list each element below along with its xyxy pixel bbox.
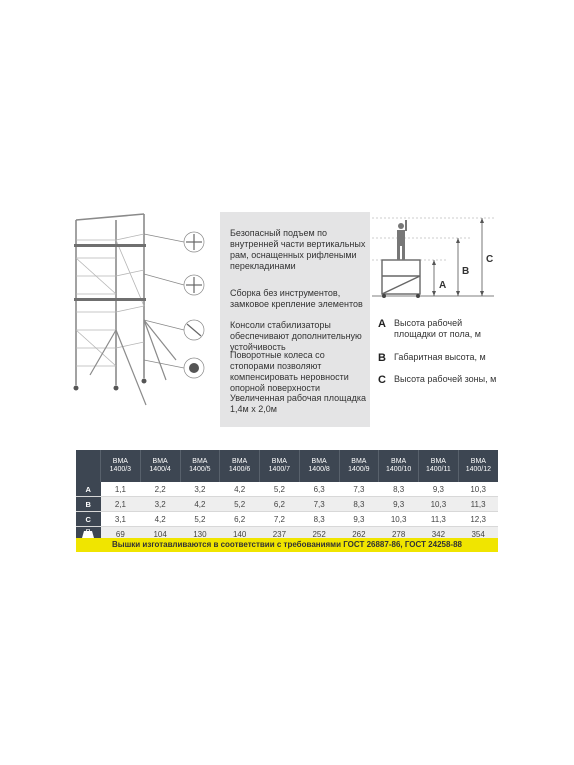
- table-body: [76, 482, 498, 542]
- model-number: 1400/4: [149, 466, 171, 473]
- table-cell: 6,3: [299, 482, 339, 497]
- model-series: BMA: [192, 458, 208, 465]
- table-cell: 4,2: [180, 497, 220, 512]
- table-cell: 10,3: [458, 482, 498, 497]
- model-number: 1400/3: [109, 466, 132, 473]
- features-panel: [220, 212, 370, 427]
- table-cell: 104: [140, 527, 180, 542]
- table-row: [76, 497, 498, 512]
- model-series: BMA: [470, 458, 486, 465]
- model-column-header: [220, 450, 260, 482]
- label-b: B: [462, 266, 470, 277]
- model-series: BMA: [232, 458, 248, 465]
- model-series: BMA: [271, 458, 287, 465]
- table-cell: 342: [419, 527, 459, 542]
- table-cell: 3,2: [180, 482, 220, 497]
- table-cell: 4,2: [220, 482, 260, 497]
- model-number: 1400/10: [385, 466, 412, 473]
- table-cell: 278: [379, 527, 419, 542]
- row-label: B: [76, 497, 101, 512]
- model-series: BMA: [152, 458, 168, 465]
- table-cell: 5,2: [260, 482, 300, 497]
- model-number: 1400/9: [348, 466, 370, 473]
- table-cell: 237: [260, 527, 300, 542]
- table-cell: 8,3: [339, 497, 379, 512]
- table-cell: 130: [180, 527, 220, 542]
- model-series: BMA: [112, 458, 128, 465]
- legend-letter: A: [378, 318, 386, 330]
- feature-tool-free-assembly: Сборка без инструментов, замковое крепление элементов: [230, 288, 363, 309]
- model-column-header: [140, 450, 180, 482]
- model-number: 1400/8: [308, 466, 330, 473]
- table-cell: 1,1: [101, 482, 141, 497]
- table-cell: 262: [339, 527, 379, 542]
- table-cell: 7,3: [299, 497, 339, 512]
- label-c: C: [486, 254, 494, 265]
- table-cell: 5,2: [220, 497, 260, 512]
- label-a: A: [439, 280, 447, 291]
- table-row: [76, 482, 498, 497]
- legend-text: Габаритная высота, м: [394, 352, 486, 362]
- table-cell: 252: [299, 527, 339, 542]
- row-label: A: [76, 482, 101, 497]
- table-cell: 8,3: [299, 512, 339, 527]
- model-number: 1400/5: [189, 466, 211, 473]
- model-column-header: [339, 450, 379, 482]
- table-cell: 7,3: [339, 482, 379, 497]
- table-cell: 354: [458, 527, 498, 542]
- feature-ladder-access: Безопасный подъем по внутренней части вертикальных рам, оснащенных рифлеными перекладинами: [230, 228, 366, 271]
- gost-compliance-banner: [76, 538, 498, 552]
- model-series: BMA: [391, 458, 407, 465]
- table-cell: 2,1: [101, 497, 141, 512]
- table-cell: 140: [220, 527, 260, 542]
- legend-row-b: [378, 352, 498, 374]
- model-number: 1400/7: [268, 466, 291, 473]
- model-series: BMA: [430, 458, 446, 465]
- model-number: 1400/11: [425, 466, 451, 473]
- gost-banner-text: Вышки изготавливаются в соответствии с требованиями ГОСТ 26887-86, ГОСТ 24258-88: [112, 540, 462, 549]
- height-dimension-diagram: [372, 212, 498, 308]
- model-column-header: [419, 450, 459, 482]
- table-row: [76, 512, 498, 527]
- table-cell: 4,2: [140, 512, 180, 527]
- table-cell: 6,2: [260, 497, 300, 512]
- feature-platform-size: Увеличенная рабочая площадка 1,4м х 2,0м: [230, 393, 366, 414]
- model-series: BMA: [351, 458, 367, 465]
- table-cell: 3,2: [140, 497, 180, 512]
- model-number: 1400/6: [228, 466, 251, 473]
- table-cell: 10,3: [379, 512, 419, 527]
- row-label: C: [76, 512, 101, 527]
- table-cell: 6,2: [220, 512, 260, 527]
- legend-text: Высота рабочей зоны, м: [394, 374, 497, 384]
- scaffold-illustration: [66, 210, 216, 410]
- legend-row-c: [378, 374, 498, 408]
- table-corner: [76, 450, 101, 482]
- feature-stabilizers: Консоли стабилизаторы обеспечивают дополнительную устойчивость: [230, 320, 362, 352]
- model-column-header: [101, 450, 141, 482]
- table-cell: 10,3: [419, 497, 459, 512]
- table-cell: 9,3: [419, 482, 459, 497]
- model-column-header: [379, 450, 419, 482]
- model-column-header: [458, 450, 498, 482]
- feature-castor-wheels: Поворотные колеса со стопорами позволяют компенсировать неровности опорной поверхности: [230, 350, 349, 393]
- table-cell: 5,2: [180, 512, 220, 527]
- legend-letter: B: [378, 352, 386, 364]
- table-cell: 9,3: [379, 497, 419, 512]
- model-column-header: [299, 450, 339, 482]
- table-cell: 12,3: [458, 512, 498, 527]
- model-column-header: [260, 450, 300, 482]
- dimension-legend: [378, 318, 498, 408]
- table-cell: 11,3: [419, 512, 459, 527]
- model-column-header: [180, 450, 220, 482]
- table-cell: 2,2: [140, 482, 180, 497]
- table-cell: 7,2: [260, 512, 300, 527]
- table-cell: 3,1: [101, 512, 141, 527]
- legend-text: Высота рабочей площадки от пола, м: [394, 318, 481, 339]
- model-number: 1400/12: [465, 466, 492, 473]
- table-cell: 9,3: [339, 512, 379, 527]
- legend-letter: C: [378, 374, 386, 386]
- table-cell: 8,3: [379, 482, 419, 497]
- table-header-row: [76, 450, 498, 482]
- legend-row-a: [378, 318, 498, 352]
- table-cell: 11,3: [458, 497, 498, 512]
- spec-table: [76, 450, 498, 542]
- model-series: BMA: [311, 458, 327, 465]
- table-cell: 69: [101, 527, 141, 542]
